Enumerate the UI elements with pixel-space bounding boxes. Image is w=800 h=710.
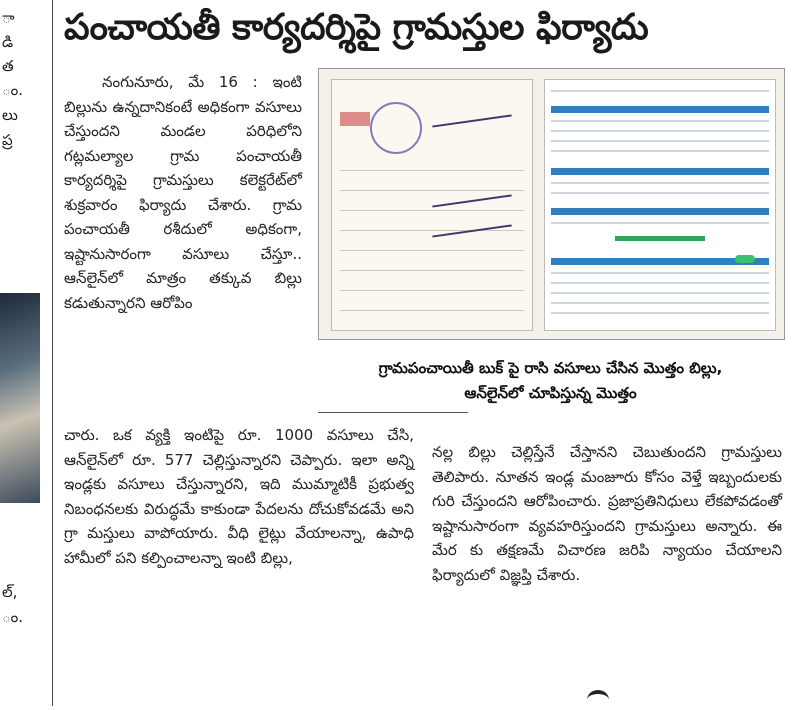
text-fragment: డి	[2, 33, 14, 51]
online-bill-screenshot	[544, 79, 776, 331]
caption-divider	[318, 412, 468, 413]
text-fragment: త	[2, 57, 14, 75]
panchayat-stamp	[370, 102, 422, 154]
text-fragment: ం.	[2, 608, 24, 626]
article-headline: పంచాయతీ కార్యదర్శిపై గ్రామస్తుల ఫిర్యాదు	[64, 7, 649, 48]
article-column-3	[432, 440, 782, 587]
column-divider	[52, 0, 53, 706]
article-paragraph: చారు. ఒక వ్యక్తి ఇంటిపై రూ. 1000 వసూలు చేసి, ఆన్‌లైన్‌లో రూ. 577 చెల్లిస్తున్నారని చెప్పారు. ఇలా అన్ని ఇండ్లకు వసూలు చేస్తున్నారని, ఇది ముమ్మాటికీ ప్రభుత్వ నిబంధనలకు విరుద్ధమే కాకుండా పేదలను దోచుకోవడమే అని గ్రా మస్తులు వాపోయారు. వీధి లైట్లు వేయాలన్నా, ఉపాధి హామీలో పని కల్పించాలన్నా ఇంటి బిల్లు,	[64, 426, 414, 567]
text-fragment: లు	[2, 106, 18, 124]
caption-line-1: గ్రామపంచాయితీ బుక్ పై రాసి వసూలు చేసిన మొత్తం బిల్లు,	[378, 359, 723, 377]
article-photo	[318, 68, 785, 340]
article-column-1	[64, 70, 302, 315]
decorative-mark	[587, 690, 609, 710]
caption-line-2: ఆన్‌లైన్‌లో చూపిస్తున్న మొత్తం	[464, 384, 637, 402]
text-fragment: ప్ర	[2, 131, 13, 149]
photo-caption	[318, 356, 783, 406]
highlight-mark	[735, 255, 755, 263]
adjacent-article-column	[0, 0, 48, 706]
adjacent-article-photo	[0, 293, 40, 503]
article-paragraph: నంగునూరు, మే 16 : ఇంటి బిల్లును ఉన్నదానికంటే అధికంగా వసూలు చేస్తుందని మండల పరిధిలోని గట్లమల్యాల గ్రామ పంచాయతీ కార్యదర్శిపై గ్రామస్తులు కలెక్టరేట్‌లో శుక్రవారం ఫిర్యాదు చేశారు. గ్రామ పంచాయతీ రశీదులో అధికంగా, ఇష్టానుసారంగా వసూలు చేస్తూ.. ఆన్‌లైన్‌లో మాత్రం తక్కువ బిల్లు కడుతున్నారని ఆరోపిం	[64, 73, 302, 312]
text-fragment: ా	[2, 9, 15, 27]
handwritten-receipt-image	[331, 79, 533, 331]
article-column-2	[64, 423, 414, 570]
text-fragment: ల్,	[2, 583, 18, 601]
receipt-number-stamp	[340, 112, 370, 126]
text-fragment: ం.	[2, 81, 24, 99]
article-paragraph: నల్ల బిల్లు చెల్లిస్తేనే చేస్తానని చెబుతుందని గ్రామస్తులు తెలిపారు. నూతన ఇండ్ల మంజూరు కోసం వెళ్తే ఇబ్బందులకు గురి చేస్తుందని ఆరోపించారు. ప్రజాప్రతినిధులు లేకపోవడంతో ఇష్టానుసారంగా వ్యవహరిస్తుందని గ్రామస్తులు అన్నారు. ఈ మేర కు తక్షణమే విచారణ జరిపి న్యాయం చేయాలని ఫిర్యాదులో విజ్ఞప్తి చేశారు.	[432, 443, 782, 584]
